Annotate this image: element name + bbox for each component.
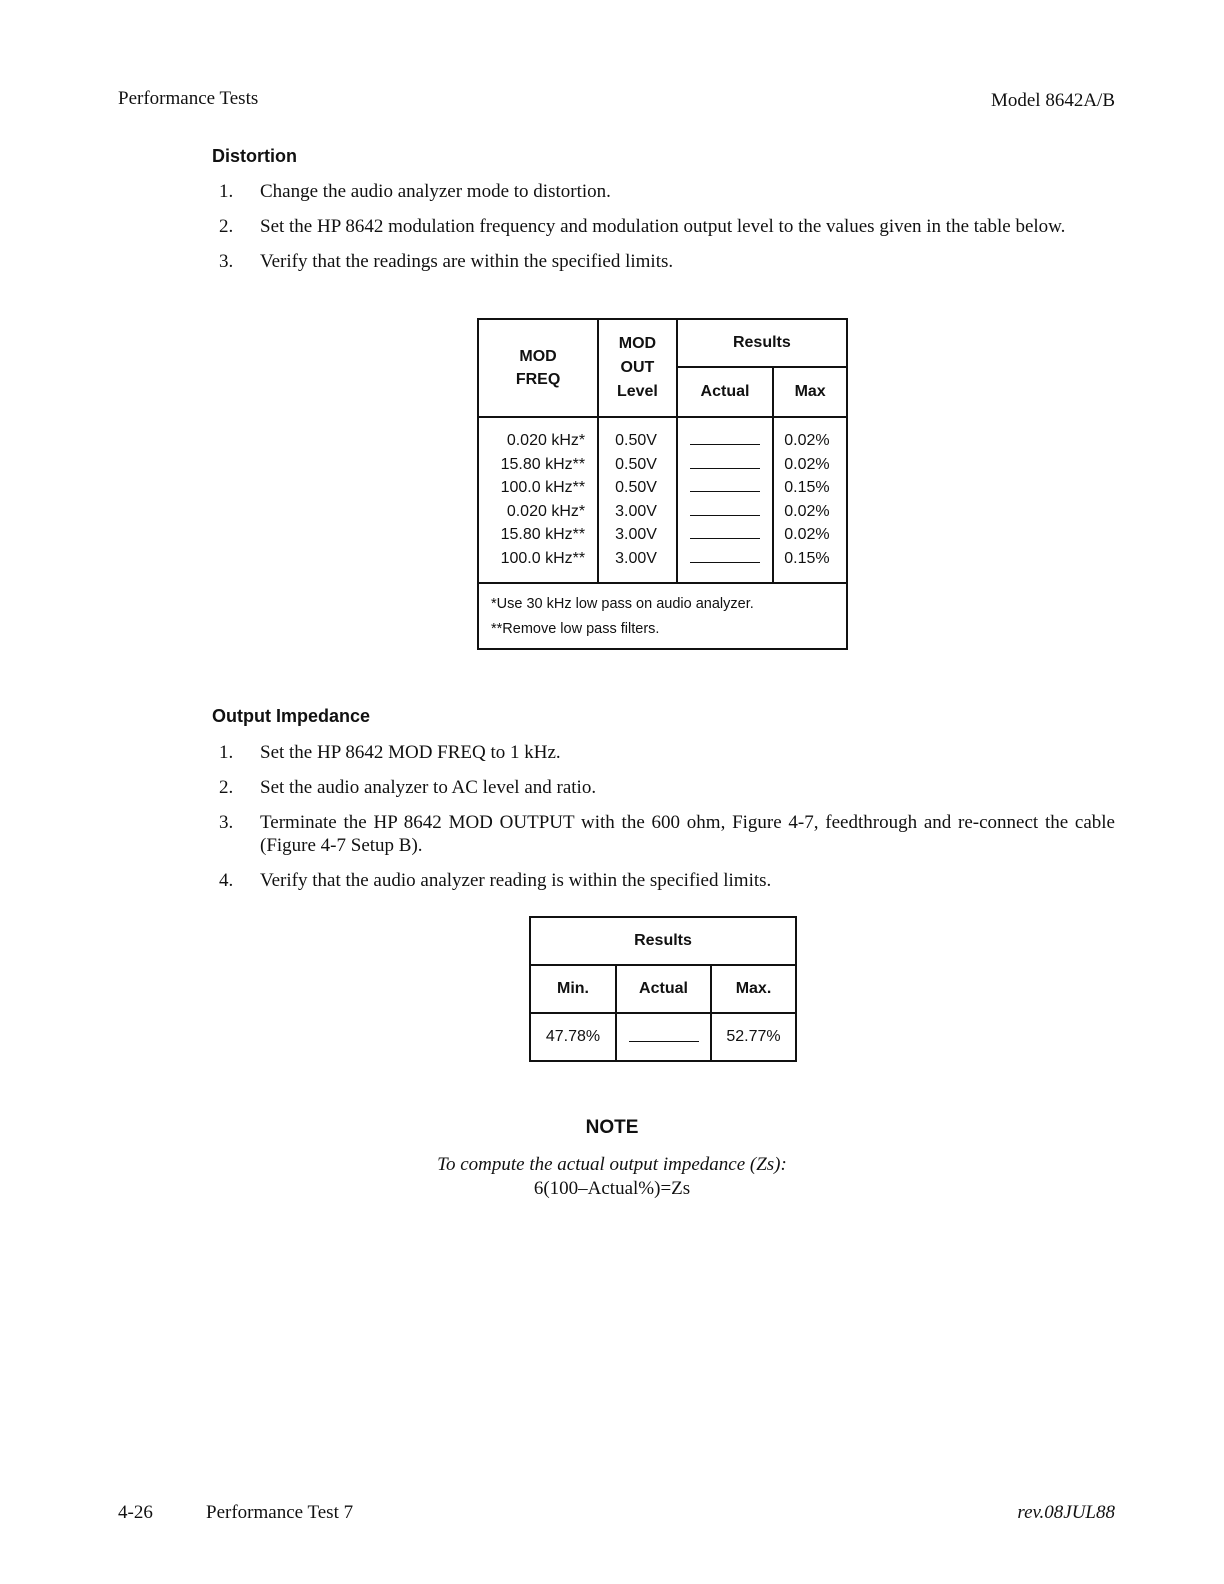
level-cell: 0.50V (615, 455, 657, 473)
results-header: Results (530, 917, 796, 965)
actual-blank[interactable] (678, 453, 773, 477)
max-cell: 0.02% (784, 455, 830, 473)
impedance-step (219, 741, 1115, 764)
col-results-header: Results (677, 319, 847, 367)
step-text: Change the audio analyzer mode to distortion. (260, 181, 611, 202)
step-number: 2. (219, 216, 234, 237)
step-number: 2. (219, 777, 234, 798)
max-column (773, 417, 847, 583)
distortion-step (219, 180, 1115, 203)
freq-column (478, 417, 598, 583)
min-value: 47.78% (530, 1013, 616, 1061)
impedance-step (219, 776, 1115, 799)
step-number: 1. (219, 742, 234, 763)
output-impedance-heading: Output Impedance (212, 706, 371, 726)
col-mod-freq-header (478, 319, 598, 417)
mod-out-line-2: OUT (620, 359, 655, 376)
running-header-right: Model 8642A/B (990, 90, 1115, 111)
level-cell: 3.00V (615, 526, 657, 543)
footnote-2: **Remove low pass filters. (491, 621, 660, 637)
max-cell: 0.15% (784, 549, 830, 567)
step-text: Set the HP 8642 MOD FREQ to 1 kHz. (260, 742, 561, 763)
level-cell: 3.00V (615, 549, 657, 567)
footnote-1: *Use 30 kHz low pass on audio analyzer. (491, 596, 754, 612)
distortion-step (219, 215, 1115, 238)
actual-blank[interactable] (678, 547, 773, 571)
level-column (598, 417, 677, 583)
running-header-left: Performance Tests (118, 88, 259, 109)
impedance-step (219, 811, 1115, 857)
max-value: 52.77% (711, 1013, 796, 1061)
col-min-header: Min. (530, 965, 616, 1013)
actual-blank[interactable] (678, 476, 773, 500)
distortion-step (219, 250, 1115, 273)
impedance-results-table (529, 916, 797, 1062)
footer-revision: rev.08JUL88 (1017, 1502, 1115, 1523)
step-number: 3. (219, 812, 234, 833)
actual-column (677, 417, 774, 583)
mod-out-line-1: MOD (618, 335, 657, 352)
level-cell: 3.00V (615, 502, 657, 520)
mod-out-line-3: Level (616, 383, 658, 400)
col-actual-header: Actual (677, 367, 774, 417)
distortion-heading: Distortion (212, 146, 297, 166)
page-number: 4-26 (118, 1502, 153, 1523)
output-impedance-steps (219, 741, 1115, 904)
actual-blank[interactable] (616, 1013, 711, 1061)
step-text: Verify that the audio analyzer reading is within the specified limits. (260, 870, 772, 891)
footer-section: Performance Test 7 (206, 1502, 354, 1523)
max-cell: 0.02% (784, 502, 830, 520)
actual-blank[interactable] (678, 523, 773, 547)
step-text: Verify that the readings are within the specified limits. (260, 251, 674, 272)
distortion-table (477, 318, 848, 650)
col-max-header: Max (773, 367, 847, 417)
max-cell: 0.15% (784, 479, 830, 496)
step-text: Terminate the HP 8642 MOD OUTPUT with the 600 ohm, Figure 4-7, feedthrough and re-connect the cable (Figure 4-7 Setup B). (260, 812, 1115, 856)
freq-cell: 15.80 kHz** (500, 526, 586, 543)
actual-blank[interactable] (678, 429, 773, 453)
freq-cell: 15.80 kHz** (500, 455, 586, 473)
max-cell: 0.02% (784, 526, 830, 543)
max-cell: 0.02% (784, 432, 830, 449)
col-actual-header: Actual (616, 965, 711, 1013)
step-number: 4. (219, 870, 234, 891)
note-formula: 6(100–Actual%)=Zs (533, 1178, 691, 1199)
step-number: 1. (219, 181, 234, 202)
step-text: Set the HP 8642 modulation frequency and modulation output level to the values given in the table below. (260, 216, 1066, 237)
col-mod-out-header (598, 319, 677, 417)
mod-freq-label: MOD FREQ (515, 348, 561, 388)
distortion-footnotes (478, 583, 847, 649)
step-number: 3. (219, 251, 234, 272)
actual-blank[interactable] (678, 500, 773, 524)
note-title: NOTE (585, 1117, 639, 1138)
freq-cell: 100.0 kHz** (500, 479, 586, 496)
step-text: Set the audio analyzer to AC level and ratio. (260, 777, 597, 798)
impedance-step (219, 869, 1115, 892)
freq-cell: 0.020 kHz* (506, 432, 586, 449)
level-cell: 0.50V (615, 479, 657, 496)
note-line-1: To compute the actual output impedance (Zs): (437, 1154, 787, 1175)
col-max-header: Max. (711, 965, 796, 1013)
freq-cell: 100.0 kHz** (500, 549, 586, 567)
freq-cell: 0.020 kHz* (506, 502, 586, 520)
distortion-steps (219, 180, 1115, 285)
level-cell: 0.50V (615, 432, 657, 449)
